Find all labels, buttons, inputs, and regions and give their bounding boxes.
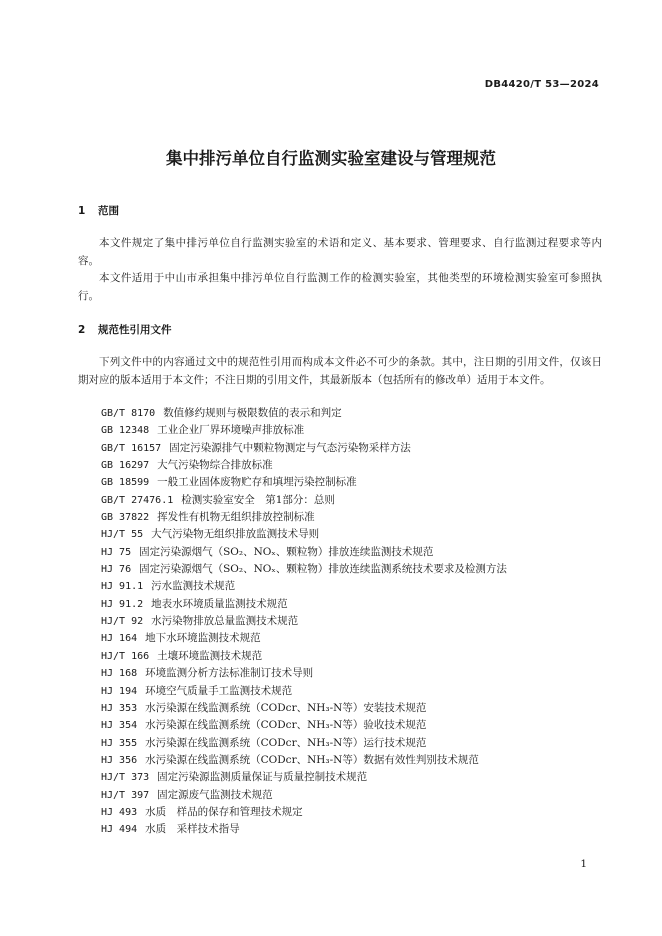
- reference-item: [101, 683, 507, 700]
- section-2-heading: [78, 322, 172, 337]
- reference-title: 挥发性有机物无组织排放控制标准: [157, 511, 315, 524]
- reference-code: GB 12348: [101, 425, 150, 437]
- reference-code: HJ/T 166: [101, 650, 150, 662]
- reference-title: 土壤环境监测技术规范: [157, 649, 263, 662]
- reference-code: HJ 91.1: [101, 581, 144, 593]
- reference-title: 水污染源在线监测系统（CODcr、NH₃-N等）数据有效性判别技术规范: [145, 753, 479, 766]
- reference-code: HJ/T 397: [101, 789, 150, 801]
- reference-title: 一般工业固体废物贮存和填埋污染控制标准: [157, 476, 357, 489]
- reference-code: HJ/T 373: [101, 772, 150, 784]
- reference-code: HJ 91.2: [101, 598, 144, 610]
- reference-code: HJ 356: [101, 754, 138, 766]
- reference-item: [101, 578, 507, 595]
- reference-title: 污水监测技术规范: [151, 580, 236, 593]
- section-number: 1: [78, 205, 86, 217]
- reference-code: HJ/T 55: [101, 529, 144, 541]
- reference-code: HJ 168: [101, 668, 138, 680]
- reference-item: [101, 821, 507, 838]
- reference-code: HJ 76: [101, 564, 132, 576]
- reference-code: GB/T 16157: [101, 442, 162, 454]
- reference-code: HJ 164: [101, 633, 138, 645]
- reference-item: [101, 787, 507, 804]
- reference-item: [101, 405, 507, 422]
- reference-item: [101, 474, 507, 491]
- reference-item: [101, 735, 507, 752]
- reference-item: [101, 665, 507, 682]
- reference-code: HJ 353: [101, 702, 138, 714]
- reference-title: 水质 采样技术指导: [145, 823, 240, 836]
- section-1-paragraph: 本文件适用于中山市承担集中排污单位自行监测工作的检测实验室，其他类型的环境检测实验室可参照执行。: [78, 272, 602, 302]
- document-title: 集中排污单位自行监测实验室建设与管理规范: [166, 149, 496, 168]
- reference-title: 固定污染源排气中颗粒物测定与气态污染物采样方法: [169, 441, 411, 454]
- reference-title: 地表水环境质量监测技术规范: [151, 597, 288, 610]
- reference-code: GB 37822: [101, 512, 150, 524]
- section-1-heading: [78, 203, 119, 218]
- reference-item: [101, 769, 507, 786]
- reference-code: HJ 355: [101, 737, 138, 749]
- reference-title: 固定源废气监测技术规范: [157, 788, 273, 801]
- reference-title: 水污染源在线监测系统（CODcr、NH₃-N等）安装技术规范: [145, 701, 427, 714]
- reference-item: [101, 648, 507, 665]
- reference-code: HJ 494: [101, 824, 138, 836]
- reference-item: [101, 561, 507, 578]
- reference-code: GB/T 8170: [101, 408, 156, 419]
- reference-title: 地下水环境监测技术规范: [145, 632, 261, 645]
- section-number: 2: [78, 324, 86, 336]
- section-2-paragraph: 下列文件中的内容通过文中的规范性引用而构成本文件必不可少的条款。其中，注日期的引用文件，仅该日期对应的版本适用于本文件；不注日期的引用文件，其最新版本（包括所有的修改单）适用于本文件。: [78, 356, 602, 386]
- section-1-paragraph: 本文件规定了集中排污单位自行监测实验室的术语和定义、基本要求、管理要求、自行监测过程要求等内容。: [78, 237, 602, 267]
- reference-item: [101, 804, 507, 821]
- reference-item: [101, 700, 507, 717]
- reference-item: [101, 613, 507, 630]
- page-number: 1: [580, 858, 587, 870]
- reference-item: [101, 457, 507, 474]
- section-title: 规范性引用文件: [98, 324, 172, 336]
- section-title: 范围: [98, 205, 119, 217]
- reference-item: [101, 630, 507, 647]
- reference-item: [101, 752, 507, 769]
- reference-item: [101, 492, 507, 509]
- document-code: DB4420/T 53—2024: [484, 79, 599, 90]
- reference-title: 水污染物排放总量监测技术规范: [151, 615, 299, 628]
- reference-code: GB 18599: [101, 477, 150, 489]
- reference-item: [101, 422, 507, 439]
- reference-item: [101, 717, 507, 734]
- reference-code: HJ 75: [101, 546, 132, 558]
- reference-code: HJ/T 92: [101, 616, 144, 628]
- reference-title: 固定污染源监测质量保证与质量控制技术规范: [157, 771, 368, 784]
- reference-title: 固定污染源烟气（SO₂、NOₓ、颗粒物）排放连续监测系统技术要求及检测方法: [139, 563, 507, 576]
- reference-title: 水污染源在线监测系统（CODcr、NH₃-N等）验收技术规范: [145, 719, 427, 732]
- reference-title: 环境监测分析方法标准制订技术导则: [145, 667, 314, 680]
- reference-title: 水污染源在线监测系统（CODcr、NH₃-N等）运行技术规范: [145, 736, 427, 749]
- reference-code: HJ 493: [101, 806, 138, 818]
- reference-code: GB 16297: [101, 460, 150, 472]
- reference-item: [101, 509, 507, 526]
- reference-title: 水质 样品的保存和管理技术规定: [145, 805, 303, 818]
- reference-title: 大气污染物综合排放标准: [157, 459, 273, 472]
- reference-item: [101, 440, 507, 457]
- reference-item: [101, 544, 507, 561]
- reference-code: GB/T 27476.1: [101, 494, 174, 506]
- reference-item: [101, 596, 507, 613]
- reference-title: 检测实验室安全 第1部分：总则: [181, 493, 335, 506]
- reference-title: 大气污染物无组织排放监测技术导则: [151, 528, 320, 541]
- reference-code: HJ 354: [101, 720, 138, 732]
- reference-title: 数值修约规则与极限数值的表示和判定: [163, 407, 342, 419]
- reference-list: [101, 405, 507, 839]
- reference-title: 工业企业厂界环境噪声排放标准: [157, 424, 305, 437]
- reference-item: [101, 526, 507, 543]
- reference-code: HJ 194: [101, 685, 138, 697]
- reference-title: 固定污染源烟气（SO₂、NOₓ、颗粒物）排放连续监测技术规范: [139, 545, 434, 558]
- reference-title: 环境空气质量手工监测技术规范: [145, 684, 293, 697]
